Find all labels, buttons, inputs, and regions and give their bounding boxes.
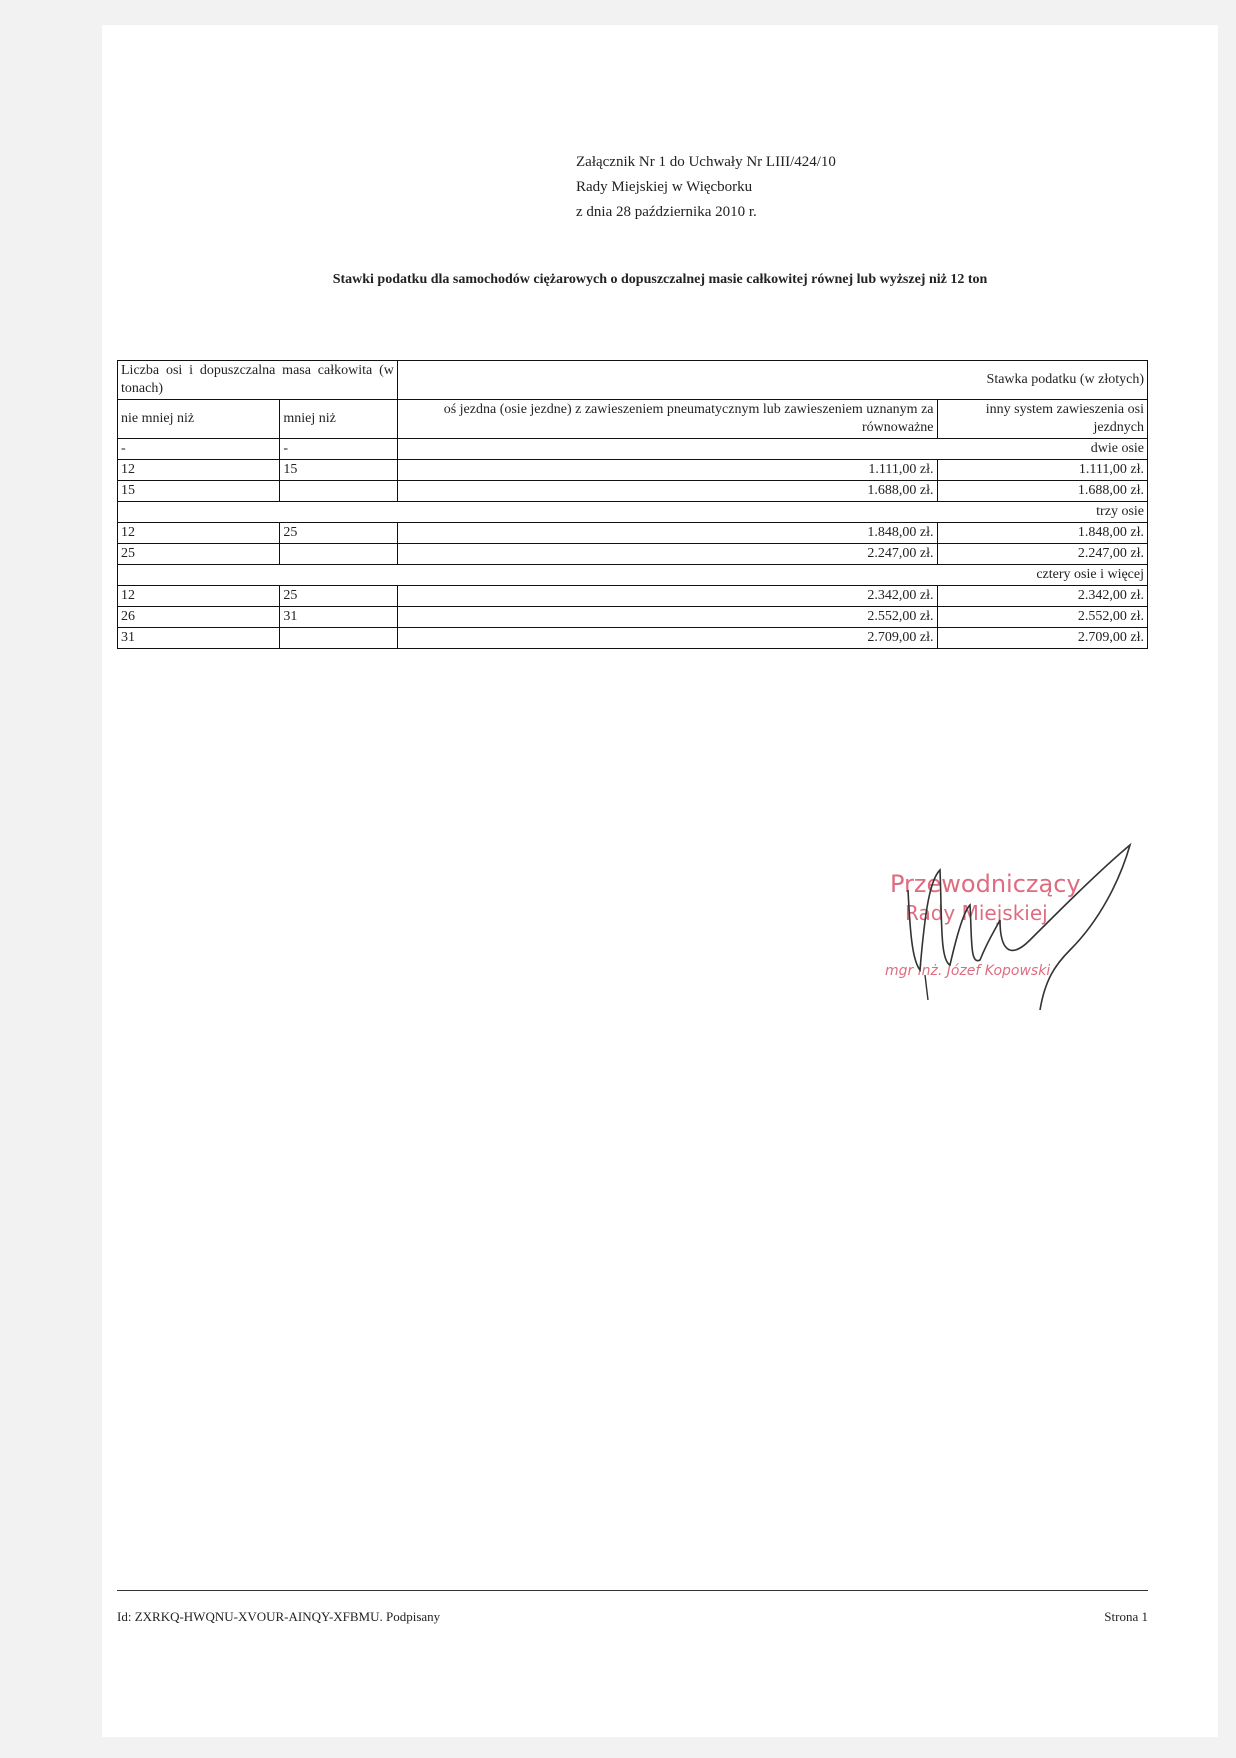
axes-mass-header: Liczba osi i dopuszczalna masa całkowita (w tonach) xyxy=(118,361,398,400)
dash-cell: - xyxy=(280,439,398,460)
stamp-council-text: Rady Miejskiej xyxy=(905,901,1048,925)
document-header xyxy=(576,150,836,225)
not-less-than-header: nie mniej niż xyxy=(118,400,280,439)
min-mass-cell: 12 xyxy=(118,523,280,544)
pneumatic-rate-cell: 2.552,00 zł. xyxy=(397,607,937,628)
pneumatic-rate-cell: 1.688,00 zł. xyxy=(397,481,937,502)
table-header-row xyxy=(118,361,1148,400)
min-mass-cell: 15 xyxy=(118,481,280,502)
table-row xyxy=(118,544,1148,565)
max-mass-cell: 25 xyxy=(280,586,398,607)
other-rate-cell: 1.688,00 zł. xyxy=(937,481,1148,502)
less-than-header: mniej niż xyxy=(280,400,398,439)
other-rate-cell: 2.709,00 zł. xyxy=(937,628,1148,649)
stamp-name-text: mgr inż. Józef Kopowski xyxy=(885,963,1051,979)
page-footer xyxy=(117,1590,1148,1625)
max-mass-cell: 25 xyxy=(280,523,398,544)
min-mass-cell: 26 xyxy=(118,607,280,628)
other-rate-cell: 1.111,00 zł. xyxy=(937,460,1148,481)
tax-rates-table xyxy=(117,360,1148,649)
min-mass-cell: 12 xyxy=(118,586,280,607)
other-suspension-header: inny system zawieszenia osi jezdnych xyxy=(937,400,1148,439)
dash-row xyxy=(118,439,1148,460)
tax-rate-header: Stawka podatku (w złotych) xyxy=(397,361,1147,400)
other-rate-cell: 2.552,00 zł. xyxy=(937,607,1148,628)
table-row xyxy=(118,586,1148,607)
page-number: Strona 1 xyxy=(1104,1609,1148,1624)
table-row xyxy=(118,481,1148,502)
table-row xyxy=(118,460,1148,481)
pneumatic-rate-cell: 2.709,00 zł. xyxy=(397,628,937,649)
document-title: Stawki podatku dla samochodów ciężarowych o dopuszczalnej masie całkowitej równej lub wyższej niż 12 ton xyxy=(332,272,988,287)
group-label: trzy osie xyxy=(118,502,1148,523)
min-mass-cell: 12 xyxy=(118,460,280,481)
table-row xyxy=(118,628,1148,649)
other-rate-cell: 2.342,00 zł. xyxy=(937,586,1148,607)
max-mass-cell xyxy=(280,628,398,649)
pneumatic-rate-cell: 1.111,00 zł. xyxy=(397,460,937,481)
max-mass-cell xyxy=(280,544,398,565)
max-mass-cell: 31 xyxy=(280,607,398,628)
other-rate-cell: 1.848,00 zł. xyxy=(937,523,1148,544)
group-label: dwie osie xyxy=(397,439,1147,460)
document-id: Id: ZXRKQ-HWQNU-XVOUR-AINQY-XFBMU. Podpisany xyxy=(117,1609,441,1624)
group-row xyxy=(118,565,1148,586)
stamp-title-text: Przewodniczący xyxy=(890,870,1081,898)
table-row xyxy=(118,523,1148,544)
table-row xyxy=(118,607,1148,628)
pneumatic-rate-cell: 2.247,00 zł. xyxy=(397,544,937,565)
min-mass-cell: 31 xyxy=(118,628,280,649)
table-subheader-row xyxy=(118,400,1148,439)
header-line-attachment: Załącznik Nr 1 do Uchwały Nr LIII/424/10 xyxy=(576,154,836,170)
document-page xyxy=(102,25,1218,1737)
group-row xyxy=(118,502,1148,523)
header-line-date: z dnia 28 października 2010 r. xyxy=(576,204,757,220)
other-rate-cell: 2.247,00 zł. xyxy=(937,544,1148,565)
max-mass-cell xyxy=(280,481,398,502)
signature-stamp xyxy=(870,840,1170,1010)
pneumatic-suspension-header: oś jezdna (osie jezdne) z zawieszeniem pneumatycznym lub zawieszeniem uznanym za równoważne xyxy=(397,400,937,439)
min-mass-cell: 25 xyxy=(118,544,280,565)
header-line-council: Rady Miejskiej w Więcborku xyxy=(576,179,753,195)
dash-cell: - xyxy=(118,439,280,460)
pneumatic-rate-cell: 1.848,00 zł. xyxy=(397,523,937,544)
max-mass-cell: 15 xyxy=(280,460,398,481)
group-label: cztery osie i więcej xyxy=(118,565,1148,586)
pneumatic-rate-cell: 2.342,00 zł. xyxy=(397,586,937,607)
